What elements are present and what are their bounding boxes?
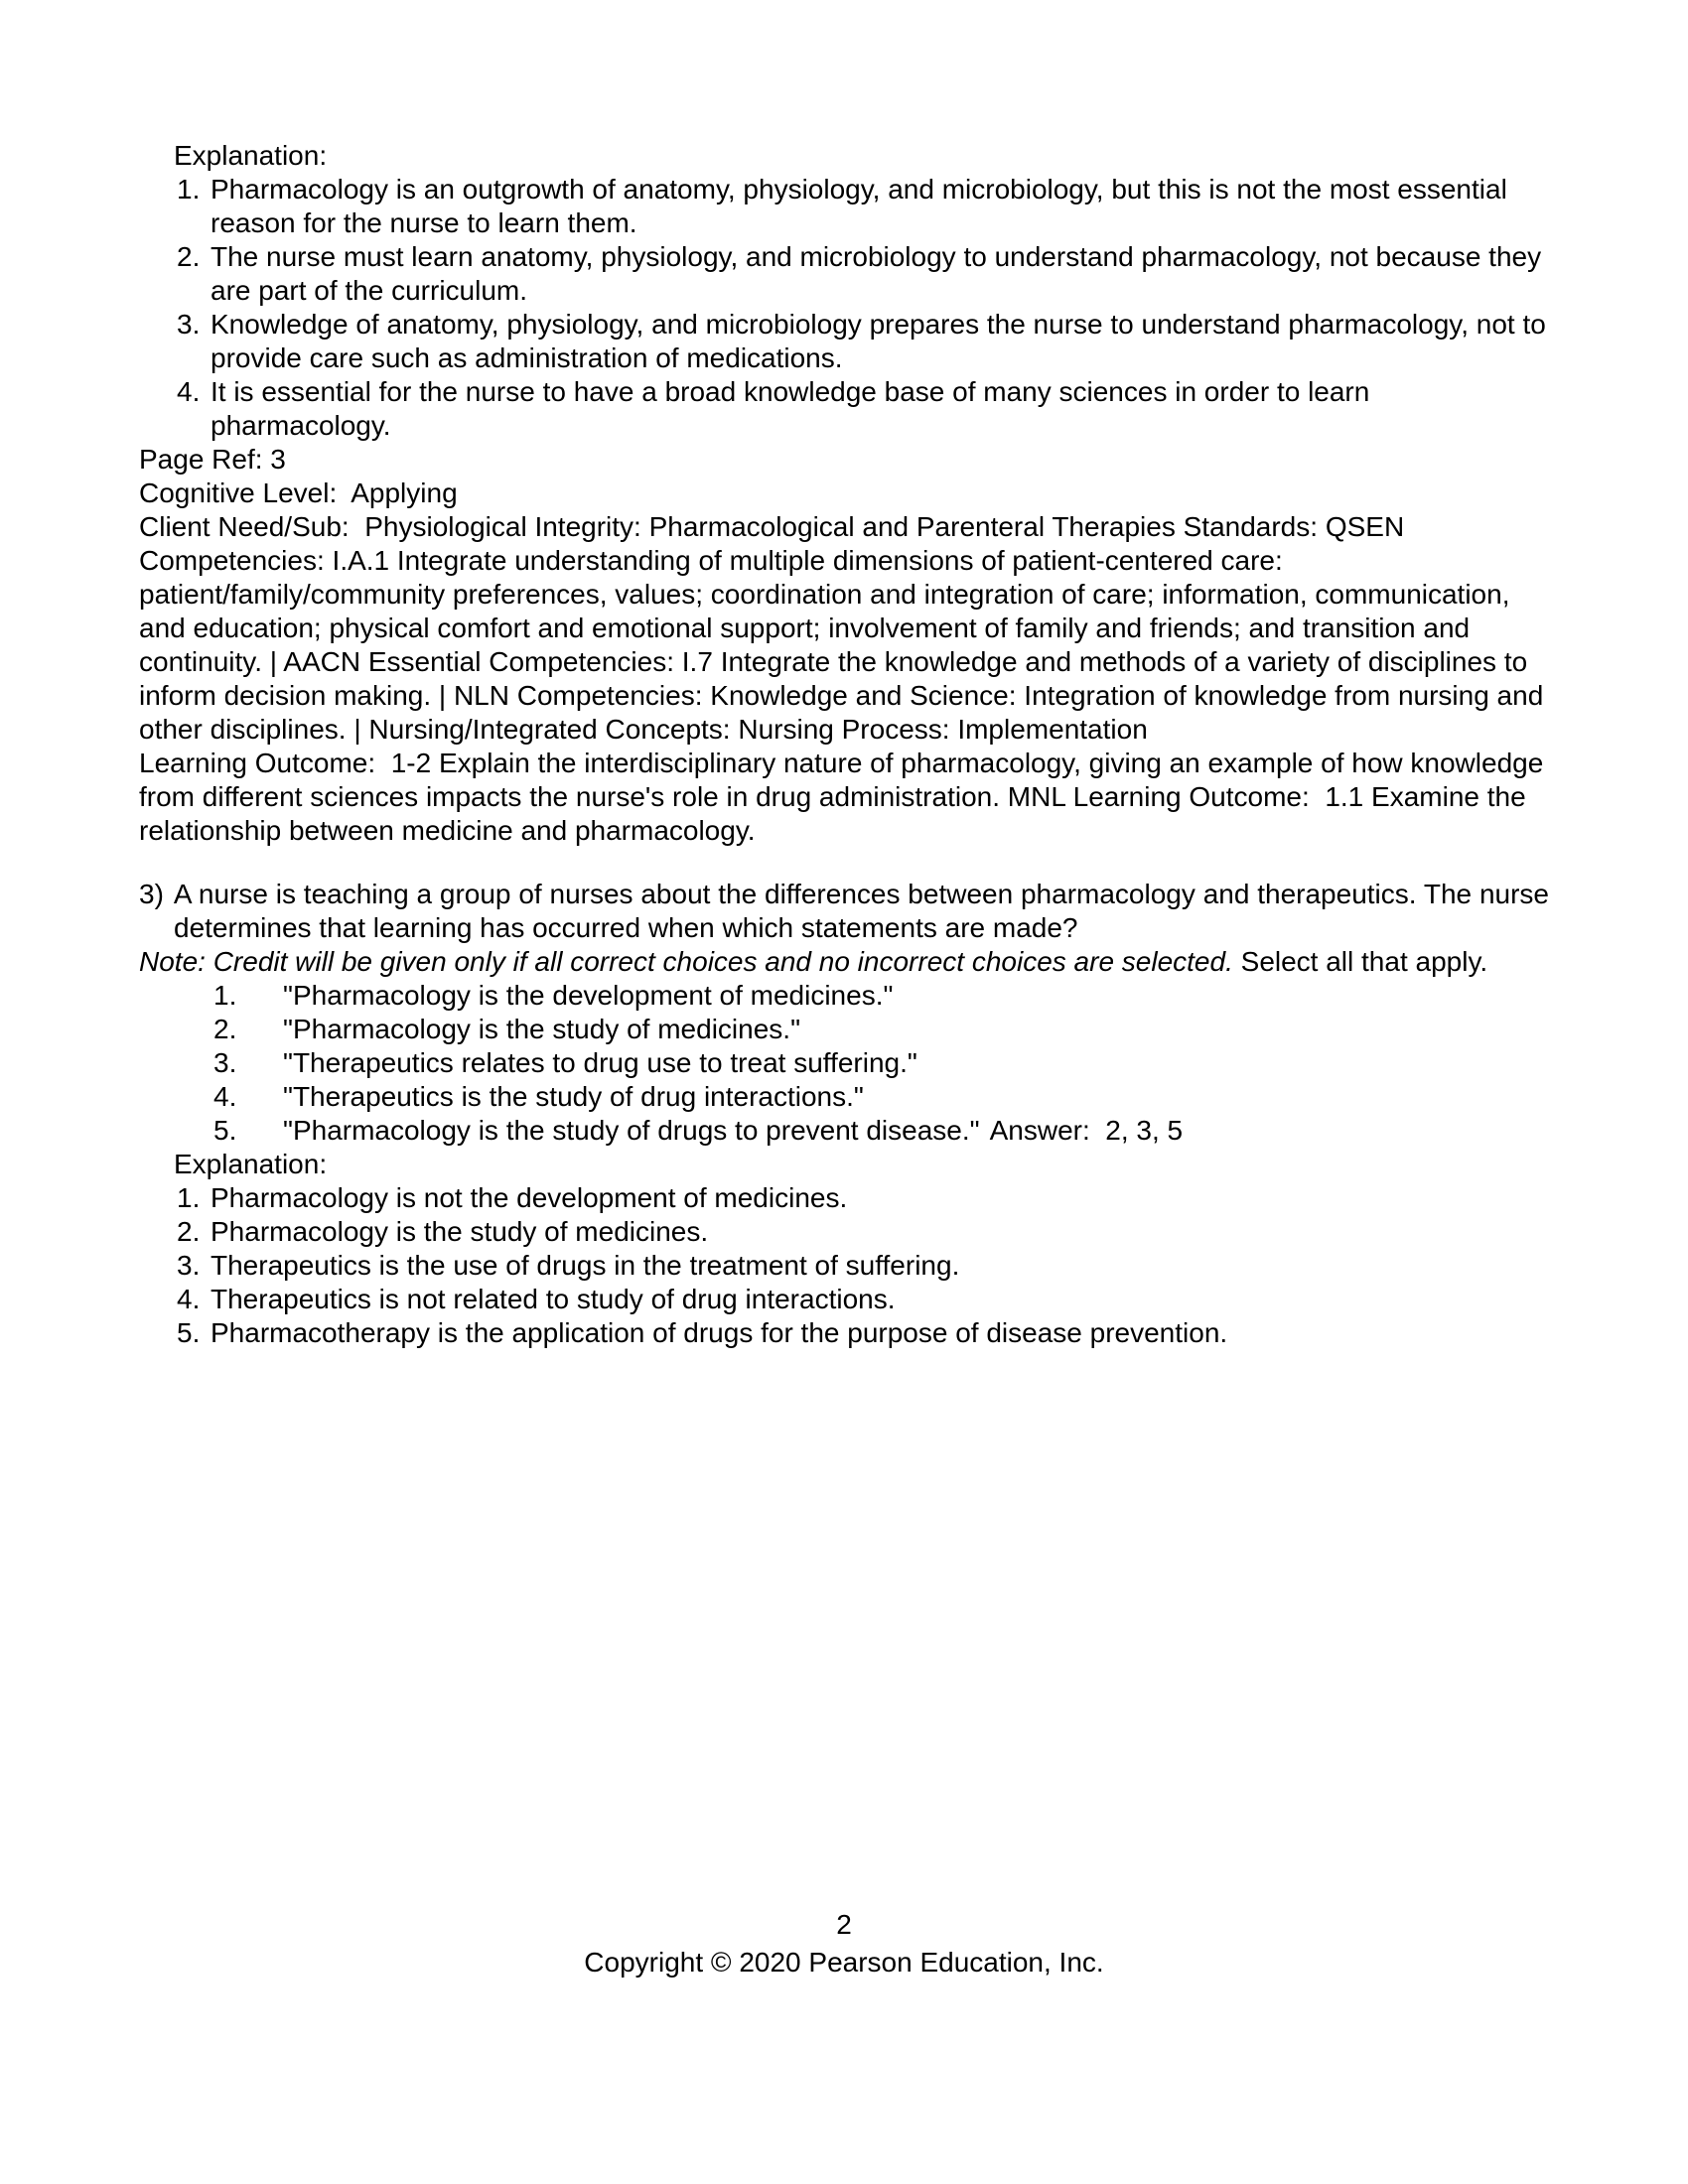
explanation-list <box>177 173 1549 443</box>
choice-text <box>283 1114 1549 1148</box>
list-item <box>177 173 1549 240</box>
choice-text: "Therapeutics relates to drug use to treat suffering." <box>283 1047 917 1078</box>
choice-number: 2. <box>213 1014 237 1044</box>
choice-item <box>213 1080 1549 1114</box>
list-item <box>177 308 1549 375</box>
list-item-text: Therapeutics is not related to study of drug interactions. <box>211 1284 896 1314</box>
copyright-line: Copyright © 2020 Pearson Education, Inc. <box>584 1947 1104 1978</box>
choice-text: "Pharmacology is the development of medicines." <box>283 980 894 1011</box>
list-item-text: Knowledge of anatomy, physiology, and microbiology prepares the nurse to understand pharmacology, not to provide care such as administration of medications. <box>211 309 1546 373</box>
question2-answer-section <box>139 139 1552 848</box>
list-item-number: 2. <box>177 241 201 272</box>
list-item <box>177 375 1549 443</box>
list-item-number: 4. <box>177 376 201 407</box>
choice-text: "Pharmacology is the study of medicines." <box>283 1014 801 1044</box>
list-item-number: 1. <box>177 174 201 205</box>
list-item-number: 3. <box>177 309 201 340</box>
learning-outcome: Learning Outcome: 1-2 Explain the interdisciplinary nature of pharmacology, giving an example of how knowledge from different sciences impacts the nurse's role in drug administration. MNL Learning Outcome: 1.1 Examine the relationship between medicine and pharmacology. <box>139 748 1552 846</box>
list-item <box>177 240 1549 308</box>
choice-text: "Therapeutics is the study of drug interactions." <box>283 1081 864 1112</box>
list-item <box>177 1283 1549 1316</box>
page-number: 2 <box>836 1909 852 1940</box>
choice-item <box>213 979 1549 1013</box>
list-item-text: The nurse must learn anatomy, physiology, and microbiology to understand pharmacology, not because they are part of the curriculum. <box>211 241 1542 306</box>
choice-number: 4. <box>213 1081 237 1112</box>
list-item-text: Pharmacology is an outgrowth of anatomy, physiology, and microbiology, but this is not the most essential reason for the nurse to learn them. <box>211 174 1507 238</box>
choice-item <box>213 1013 1549 1046</box>
list-item-text: Pharmacology is not the development of medicines. <box>211 1182 848 1213</box>
list-item-text: Pharmacology is the study of medicines. <box>211 1216 709 1247</box>
list-item-number: 4. <box>177 1284 201 1314</box>
list-item <box>177 1215 1549 1249</box>
list-item-text: Pharmacotherapy is the application of drugs for the purpose of disease prevention. <box>211 1317 1228 1348</box>
page-footer <box>0 1906 1688 1981</box>
answer-key: Answer: 2, 3, 5 <box>989 1115 1184 1146</box>
list-item-number: 2. <box>177 1216 201 1247</box>
note-plain-text: Select all that apply. <box>1232 946 1488 977</box>
choice-item <box>213 1046 1549 1080</box>
list-item-text: It is essential for the nurse to have a broad knowledge base of many sciences in order to learn pharmacology. <box>211 376 1370 441</box>
question-text <box>139 878 1549 945</box>
list-item-text: Therapeutics is the use of drugs in the treatment of suffering. <box>211 1250 960 1281</box>
choices-list <box>213 979 1549 1148</box>
list-item <box>177 1316 1549 1350</box>
list-item <box>177 1181 1549 1215</box>
list-item <box>177 1249 1549 1283</box>
client-need: Client Need/Sub: Physiological Integrity: Pharmacological and Parenteral Therapies Standards: QSEN Competencies: I.A.1 Integrate understanding of multiple dimensions of patient-centered care: patient/family/community preferences, values; coordination and integration of care; information, communication, and education; physical comfort and emotional support; involvement of family and friends; and transition and continuity. | AACN Essential Competencies: I.7 Integrate the knowledge and methods of a variety of disciplines to inform decision making. | NLN Competencies: Knowledge and Science: Integration of knowledge from nursing and other disciplines. | Nursing/Integrated Concepts: Nursing Process: Implementation <box>139 511 1552 745</box>
list-item-number: 3. <box>177 1250 201 1281</box>
page-ref: Page Ref: 3 <box>139 444 286 475</box>
cognitive-level: Cognitive Level: Applying <box>139 478 458 508</box>
list-item-number: 1. <box>177 1182 201 1213</box>
list-item-number: 5. <box>177 1317 201 1348</box>
choice-item <box>213 1114 1549 1148</box>
explanation-label: Explanation: <box>174 140 328 171</box>
question-body: A nurse is teaching a group of nurses about the differences between pharmacology and therapeutics. The nurse determines that learning has occurred when which statements are made? <box>173 879 1549 943</box>
note-italic-text: Note: Credit will be given only if all correct choices and no incorrect choices are selected. <box>139 946 1233 977</box>
choice-number: 1. <box>213 980 237 1011</box>
explanation-label: Explanation: <box>174 1149 328 1179</box>
choice-number: 3. <box>213 1047 237 1078</box>
choice-text-quote: "Pharmacology is the study of drugs to prevent disease." <box>283 1115 980 1146</box>
note-line <box>139 945 1549 979</box>
explanation-list <box>177 1181 1549 1350</box>
question-number: 3) <box>139 879 164 909</box>
choice-number: 5. <box>213 1115 237 1146</box>
question3-section <box>139 878 1549 1350</box>
